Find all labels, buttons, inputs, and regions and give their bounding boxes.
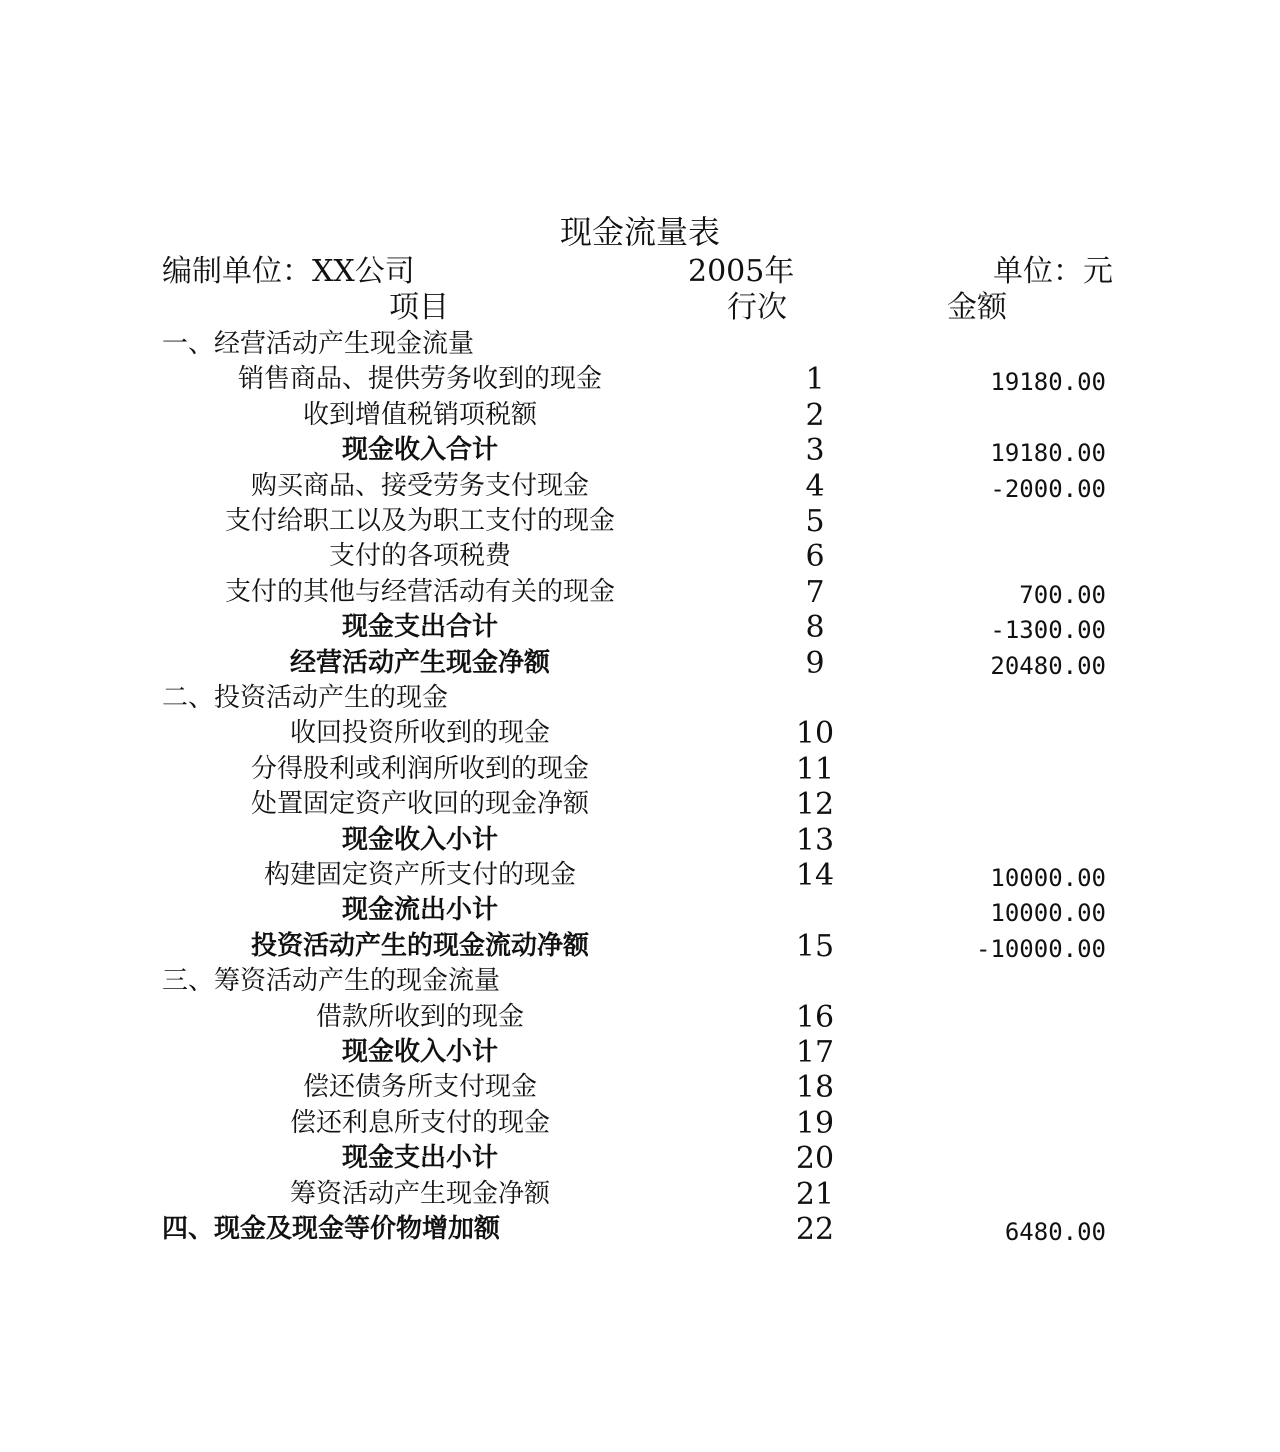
row-amount: 10000.00 (990, 864, 1106, 892)
table-row (0, 610, 1280, 645)
row-line-number: 22 (795, 1212, 835, 1247)
row-label: 现金收入合计 (341, 435, 498, 466)
row-line-number: 11 (795, 751, 835, 787)
table-row (0, 1106, 1280, 1141)
table-row (0, 469, 1280, 504)
table-row (0, 1070, 1280, 1105)
row-label: 支付的各项税费 (328, 541, 511, 572)
unit-label: 单位：元 (993, 254, 1113, 289)
row-amount: -2000.00 (990, 474, 1106, 503)
row-amount: 19180.00 (990, 368, 1106, 397)
table-row (0, 787, 1280, 822)
row-line-number: 15 (795, 928, 835, 964)
row-line-number: 10 (795, 716, 835, 752)
row-amount: 10000.00 (990, 899, 1106, 928)
section-heading: 二、投资活动产生的现金 (162, 683, 449, 713)
row-line-number: 21 (795, 1176, 835, 1212)
row-line-number: 4 (805, 468, 825, 504)
row-label: 支付给职工以及为职工支付的现金 (224, 506, 615, 536)
row-label: 分得股利或利润所收到的现金 (250, 753, 589, 784)
row-line-number: 9 (805, 645, 825, 681)
row-line-number: 20 (795, 1141, 835, 1177)
row-amount: 700.00 (1019, 580, 1106, 609)
row-label: 构建固定资产所支付的现金 (263, 860, 576, 890)
row-label: 现金支出小计 (341, 1143, 498, 1174)
table-row (0, 575, 1280, 610)
document-title: 现金流量表 (559, 213, 720, 251)
table-row (0, 964, 1280, 999)
table-row (0, 433, 1280, 468)
row-line-number: 2 (805, 397, 825, 433)
section-heading: 三、筹资活动产生的现金流量 (162, 966, 501, 997)
row-label: 支付的其他与经营活动有关的现金 (224, 576, 615, 607)
table-row (0, 752, 1280, 787)
row-line-number: 14 (795, 858, 835, 893)
table-row (0, 1141, 1280, 1176)
row-label: 处置固定资产收回的现金净额 (250, 789, 589, 820)
table-row (0, 362, 1280, 397)
table-row (0, 539, 1280, 574)
row-label: 投资活动产生的现金流动净额 (250, 930, 589, 961)
row-line-number: 16 (795, 999, 835, 1035)
row-label: 现金收入小计 (341, 824, 498, 855)
row-label: 借款所收到的现金 (315, 1001, 524, 1032)
table-row (0, 823, 1280, 858)
row-label: 经营活动产生现金净额 (289, 647, 550, 678)
column-header-item: 项目 (389, 290, 449, 325)
section-heading: 四、现金及现金等价物增加额 (162, 1214, 501, 1244)
column-header-line-no: 行次 (727, 290, 787, 325)
row-label: 现金流出小计 (341, 895, 498, 926)
table-row (0, 858, 1280, 893)
row-label: 偿还利息所支付的现金 (289, 1107, 550, 1138)
row-line-number: 6 (805, 539, 825, 575)
table-row (0, 893, 1280, 928)
section-heading: 一、经营活动产生现金流量 (162, 329, 475, 359)
row-line-number: 8 (805, 610, 825, 646)
table-row (0, 646, 1280, 681)
row-line-number: 18 (795, 1070, 835, 1106)
row-line-number: 7 (805, 574, 825, 610)
prepared-by: 编制单位：XX公司 (162, 254, 415, 289)
table-row (0, 1000, 1280, 1035)
row-line-number: 3 (805, 433, 825, 469)
row-label: 收到增值税销项税额 (302, 399, 537, 430)
table-row (0, 929, 1280, 964)
row-label: 收回投资所收到的现金 (289, 718, 550, 749)
row-label: 筹资活动产生现金净额 (289, 1178, 550, 1209)
row-label: 销售商品、提供劳务收到的现金 (237, 364, 602, 395)
column-header-amount: 金额 (947, 290, 1007, 325)
row-amount: -10000.00 (975, 934, 1106, 963)
row-label: 现金收入小计 (341, 1037, 498, 1067)
table-row (0, 327, 1280, 362)
row-label: 现金支出合计 (341, 612, 498, 643)
row-line-number: 17 (795, 1035, 835, 1070)
row-line-number: 12 (795, 787, 835, 823)
row-label: 偿还债务所支付现金 (302, 1072, 537, 1103)
report-year: 2005年 (688, 254, 795, 289)
row-line-number: 5 (805, 504, 825, 539)
table-row (0, 716, 1280, 751)
row-amount: -1300.00 (990, 616, 1106, 645)
row-amount: 20480.00 (990, 651, 1106, 680)
table-row (0, 1035, 1280, 1070)
table-row (0, 398, 1280, 433)
table-row (0, 1177, 1280, 1212)
table-row (0, 504, 1280, 539)
row-amount: 19180.00 (990, 439, 1106, 468)
table-row (0, 1212, 1280, 1247)
row-line-number: 19 (795, 1105, 835, 1141)
row-line-number: 1 (805, 362, 825, 398)
table-row (0, 681, 1280, 716)
row-line-number: 13 (795, 822, 835, 858)
row-label: 购买商品、接受劳务支付现金 (250, 470, 589, 501)
row-amount: 6480.00 (1004, 1218, 1106, 1246)
